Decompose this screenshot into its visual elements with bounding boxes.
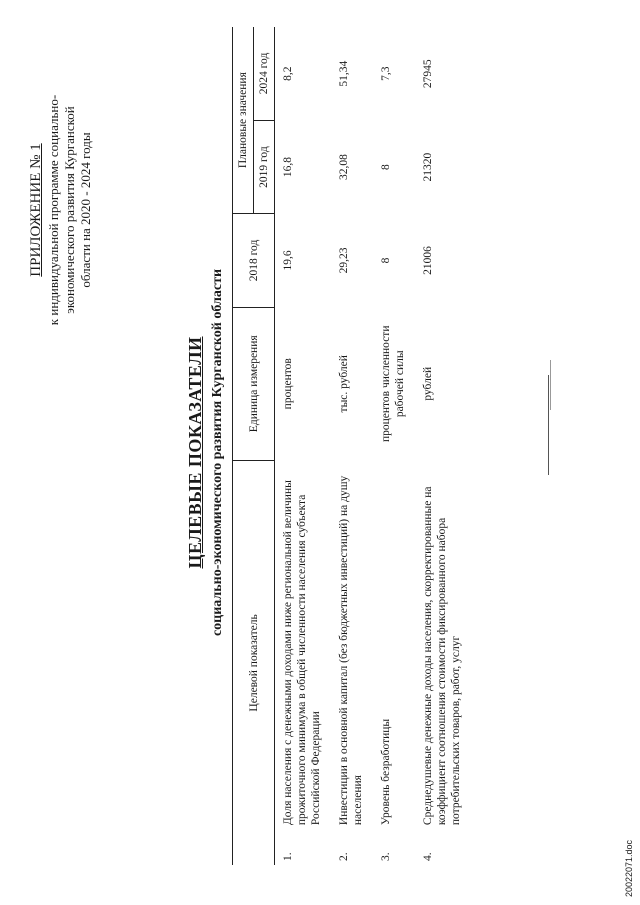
appendix-line-2: экономического развития Курганской (62, 106, 77, 314)
row-indicator: Инвестиции в основной капитал (без бюджетных инвестиций) на душу населения (338, 475, 364, 826)
document-title: ЦЕЛЕВЫЕ ПОКАЗАТЕЛИ (185, 336, 205, 569)
row-indicator: Среднедушевые денежные доходы населения, скорректированные на коэффициент соотношения стоимости фиксированного набора потребительских товаров, работ, услуг (422, 486, 462, 826)
row-value-2024: 7,3 (380, 66, 392, 81)
row-indicator: Доля населения с денежными доходами ниже региональной величины прожиточного минимума в общей численности населения субъекта Российской Федерации (282, 480, 322, 826)
appendix-line-1: к индивидуальной программе социально- (46, 94, 61, 326)
appendix-block (28, 60, 94, 360)
document-heading (185, 0, 226, 905)
row-unit: тыс. рублей (338, 355, 350, 413)
row-number: 3. (380, 852, 392, 861)
row-value-2018: 21006 (422, 246, 434, 275)
row-unit: процентов численности рабочей силы (380, 325, 406, 443)
row-value-2019: 8 (380, 164, 392, 170)
appendix-title: ПРИЛОЖЕНИЕ № 1 (28, 143, 44, 277)
row-value-2024: 51,34 (338, 60, 350, 87)
header-indicator: Целевой показатель (233, 460, 275, 865)
row-value-2019: 32,08 (338, 154, 350, 181)
header-plan-2024: 2024 год (254, 27, 275, 120)
row-unit: рублей (422, 366, 434, 401)
appendix-line-3: области на 2020 - 2024 годы (78, 132, 93, 288)
row-value-2019: 16,8 (282, 157, 294, 178)
row-number: 1. (282, 852, 294, 861)
row-value-2018: 8 (380, 257, 392, 264)
row-value-2024: 27945 (422, 59, 434, 89)
row-indicator: Уровень безработицы (380, 718, 392, 826)
document-subtitle: социально-экономического развития Курганской области (210, 268, 225, 637)
table-row (373, 27, 415, 865)
row-value-2018: 19,6 (282, 250, 294, 271)
targets-table (232, 27, 471, 865)
header-plan-2019: 2019 год (254, 120, 275, 213)
signature-line-short (550, 360, 551, 410)
table-row (415, 27, 471, 865)
signature-line (548, 375, 549, 475)
header-unit: Единица измерения (233, 307, 275, 460)
footer-filename: 20022071.doc (624, 839, 634, 897)
row-value-2018: 29,23 (338, 247, 350, 274)
row-value-2019: 21320 (422, 152, 434, 182)
table-row (275, 27, 332, 865)
row-unit: процентов (282, 358, 294, 410)
table-row (331, 27, 373, 865)
row-number: 4. (422, 852, 434, 861)
header-plan: Плановые значения (233, 27, 254, 214)
row-value-2024: 8,2 (282, 66, 294, 81)
header-base-year: 2018 год (233, 214, 275, 307)
row-number: 2. (338, 852, 350, 861)
